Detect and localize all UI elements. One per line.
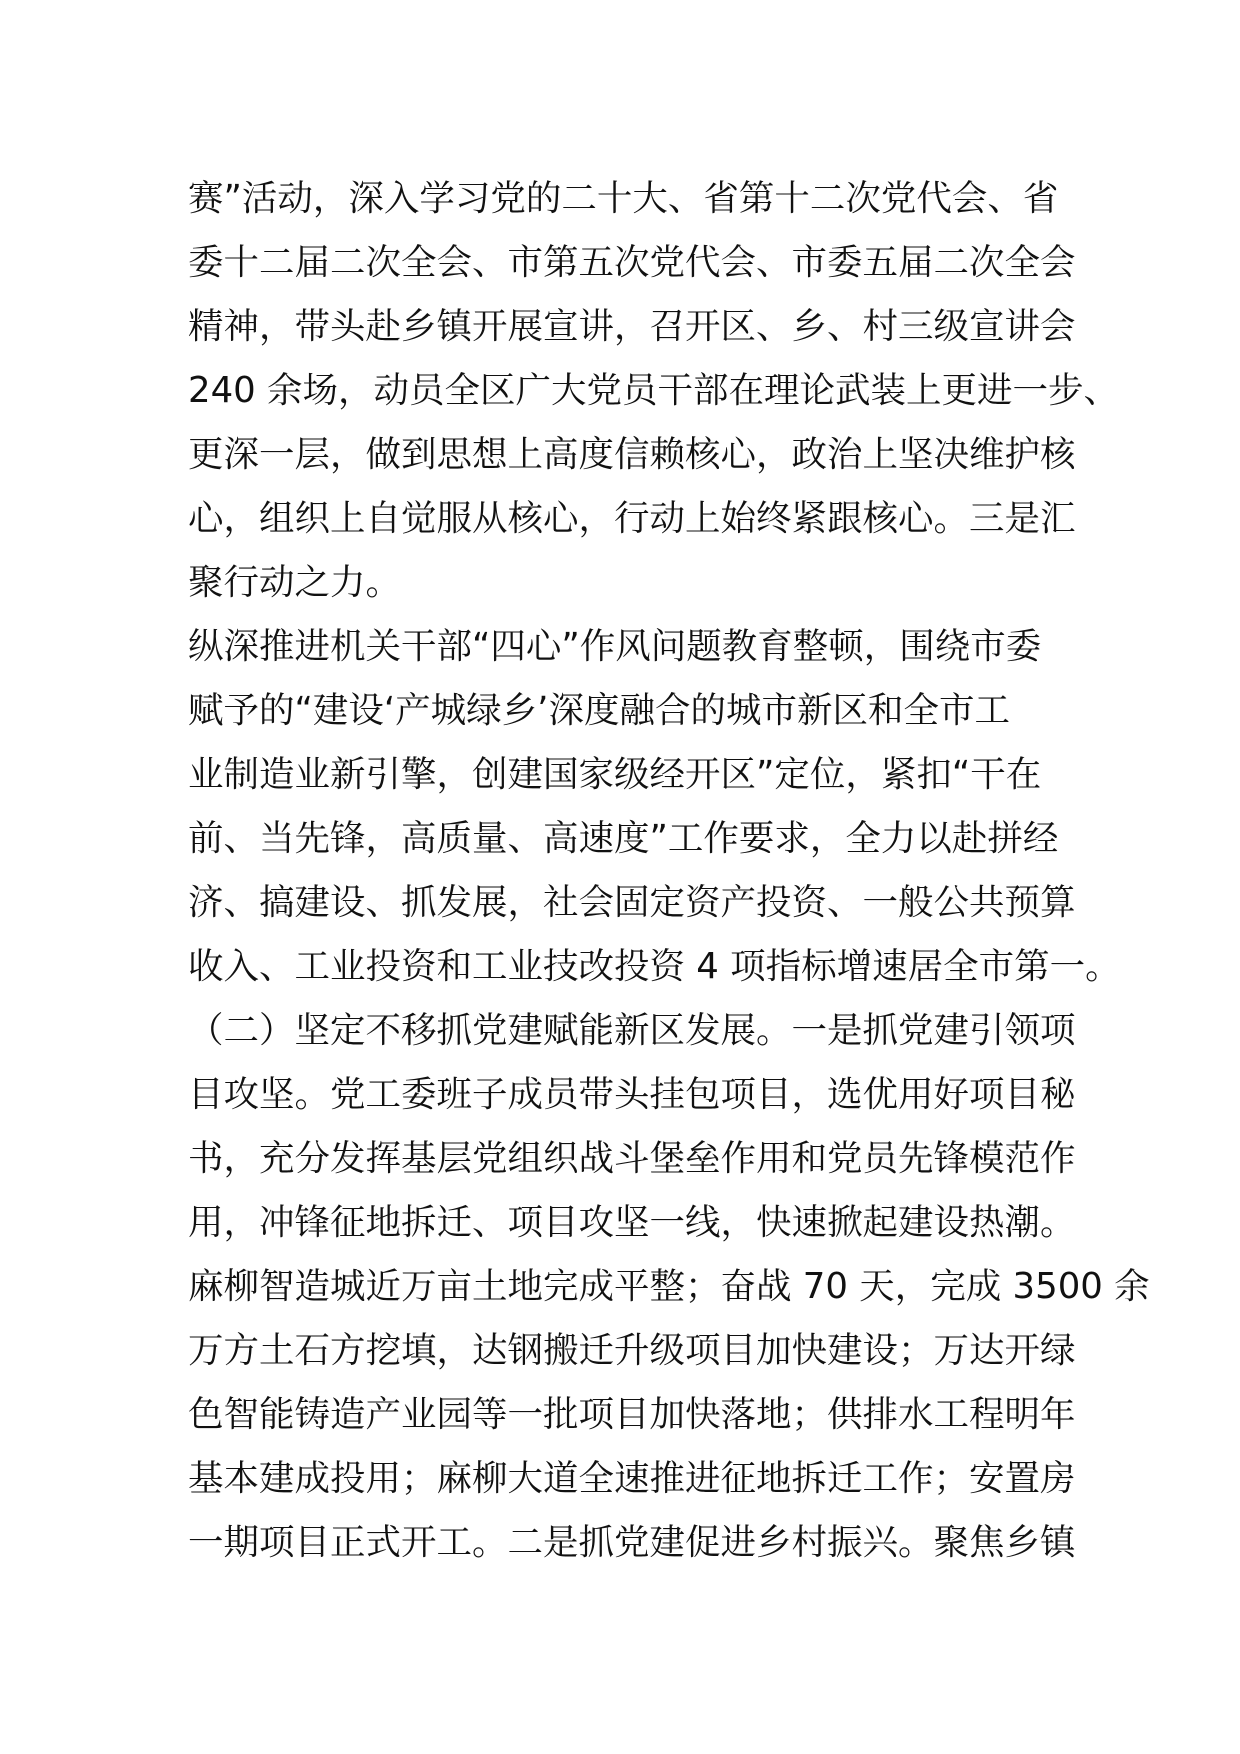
text-line-7: 聚行动之力。 [188, 562, 402, 603]
text-line-16: 书，充分发挥基层党组织战斗堡垒作用和党员先锋模范作 [188, 1138, 1076, 1179]
text-line-13: 收入、工业投资和工业技改投资 4 项指标增速居全市第一。 [188, 946, 1121, 987]
text-line-6: 心，组织上自觉服从核心，行动上始终紧跟核心。三是汇 [188, 498, 1076, 539]
text-line-4: 240 余场，动员全区广大党员干部在理论武装上更进一步、 [188, 370, 1120, 411]
text-line-20: 色智能铸造产业园等一批项目加快落地；供排水工程明年 [188, 1394, 1076, 1435]
text-line-9: 赋予的“建设‘产城绿乡’深度融合的城市新区和全市工 [188, 690, 1010, 731]
text-line-17: 用，冲锋征地拆迁、项目攻坚一线，快速掀起建设热潮。 [188, 1202, 1076, 1243]
text-line-14: （二）坚定不移抓党建赋能新区发展。一是抓党建引领项 [188, 1010, 1076, 1051]
text-line-11: 前、当先锋，高质量、高速度”工作要求，全力以赴拼经 [188, 818, 1059, 859]
text-line-10: 业制造业新引擎，创建国家级经开区”定位，紧扣“干在 [188, 754, 1042, 795]
text-line-15: 目攻坚。党工委班子成员带头挂包项目，选优用好项目秘 [188, 1074, 1076, 1115]
text-line-21: 基本建成投用；麻柳大道全速推进征地拆迁工作；安置房 [188, 1458, 1076, 1499]
text-line-22: 一期项目正式开工。二是抓党建促进乡村振兴。聚焦乡镇 [188, 1522, 1076, 1563]
text-line-5: 更深一层，做到思想上高度信赖核心，政治上坚决维护核 [188, 434, 1076, 475]
text-line-12: 济、搞建设、抓发展，社会固定资产投资、一般公共预算 [188, 882, 1076, 923]
text-line-2: 委十二届二次全会、市第五次党代会、市委五届二次全会 [188, 242, 1076, 283]
text-line-8: 纵深推进机关干部“四心”作风问题教育整顿，围绕市委 [188, 626, 1042, 667]
text-line-1: 赛”活动，深入学习党的二十大、省第十二次党代会、省 [188, 178, 1059, 219]
text-line-3: 精神，带头赴乡镇开展宣讲，召开区、乡、村三级宣讲会 [188, 306, 1076, 347]
text-line-19: 万方土石方挖填，达钢搬迁升级项目加快建设；万达开绿 [188, 1330, 1076, 1371]
body-text [188, 167, 1150, 1575]
text-line-18: 麻柳智造城近万亩土地完成平整；奋战 70 天，完成 3500 余 [188, 1266, 1150, 1307]
